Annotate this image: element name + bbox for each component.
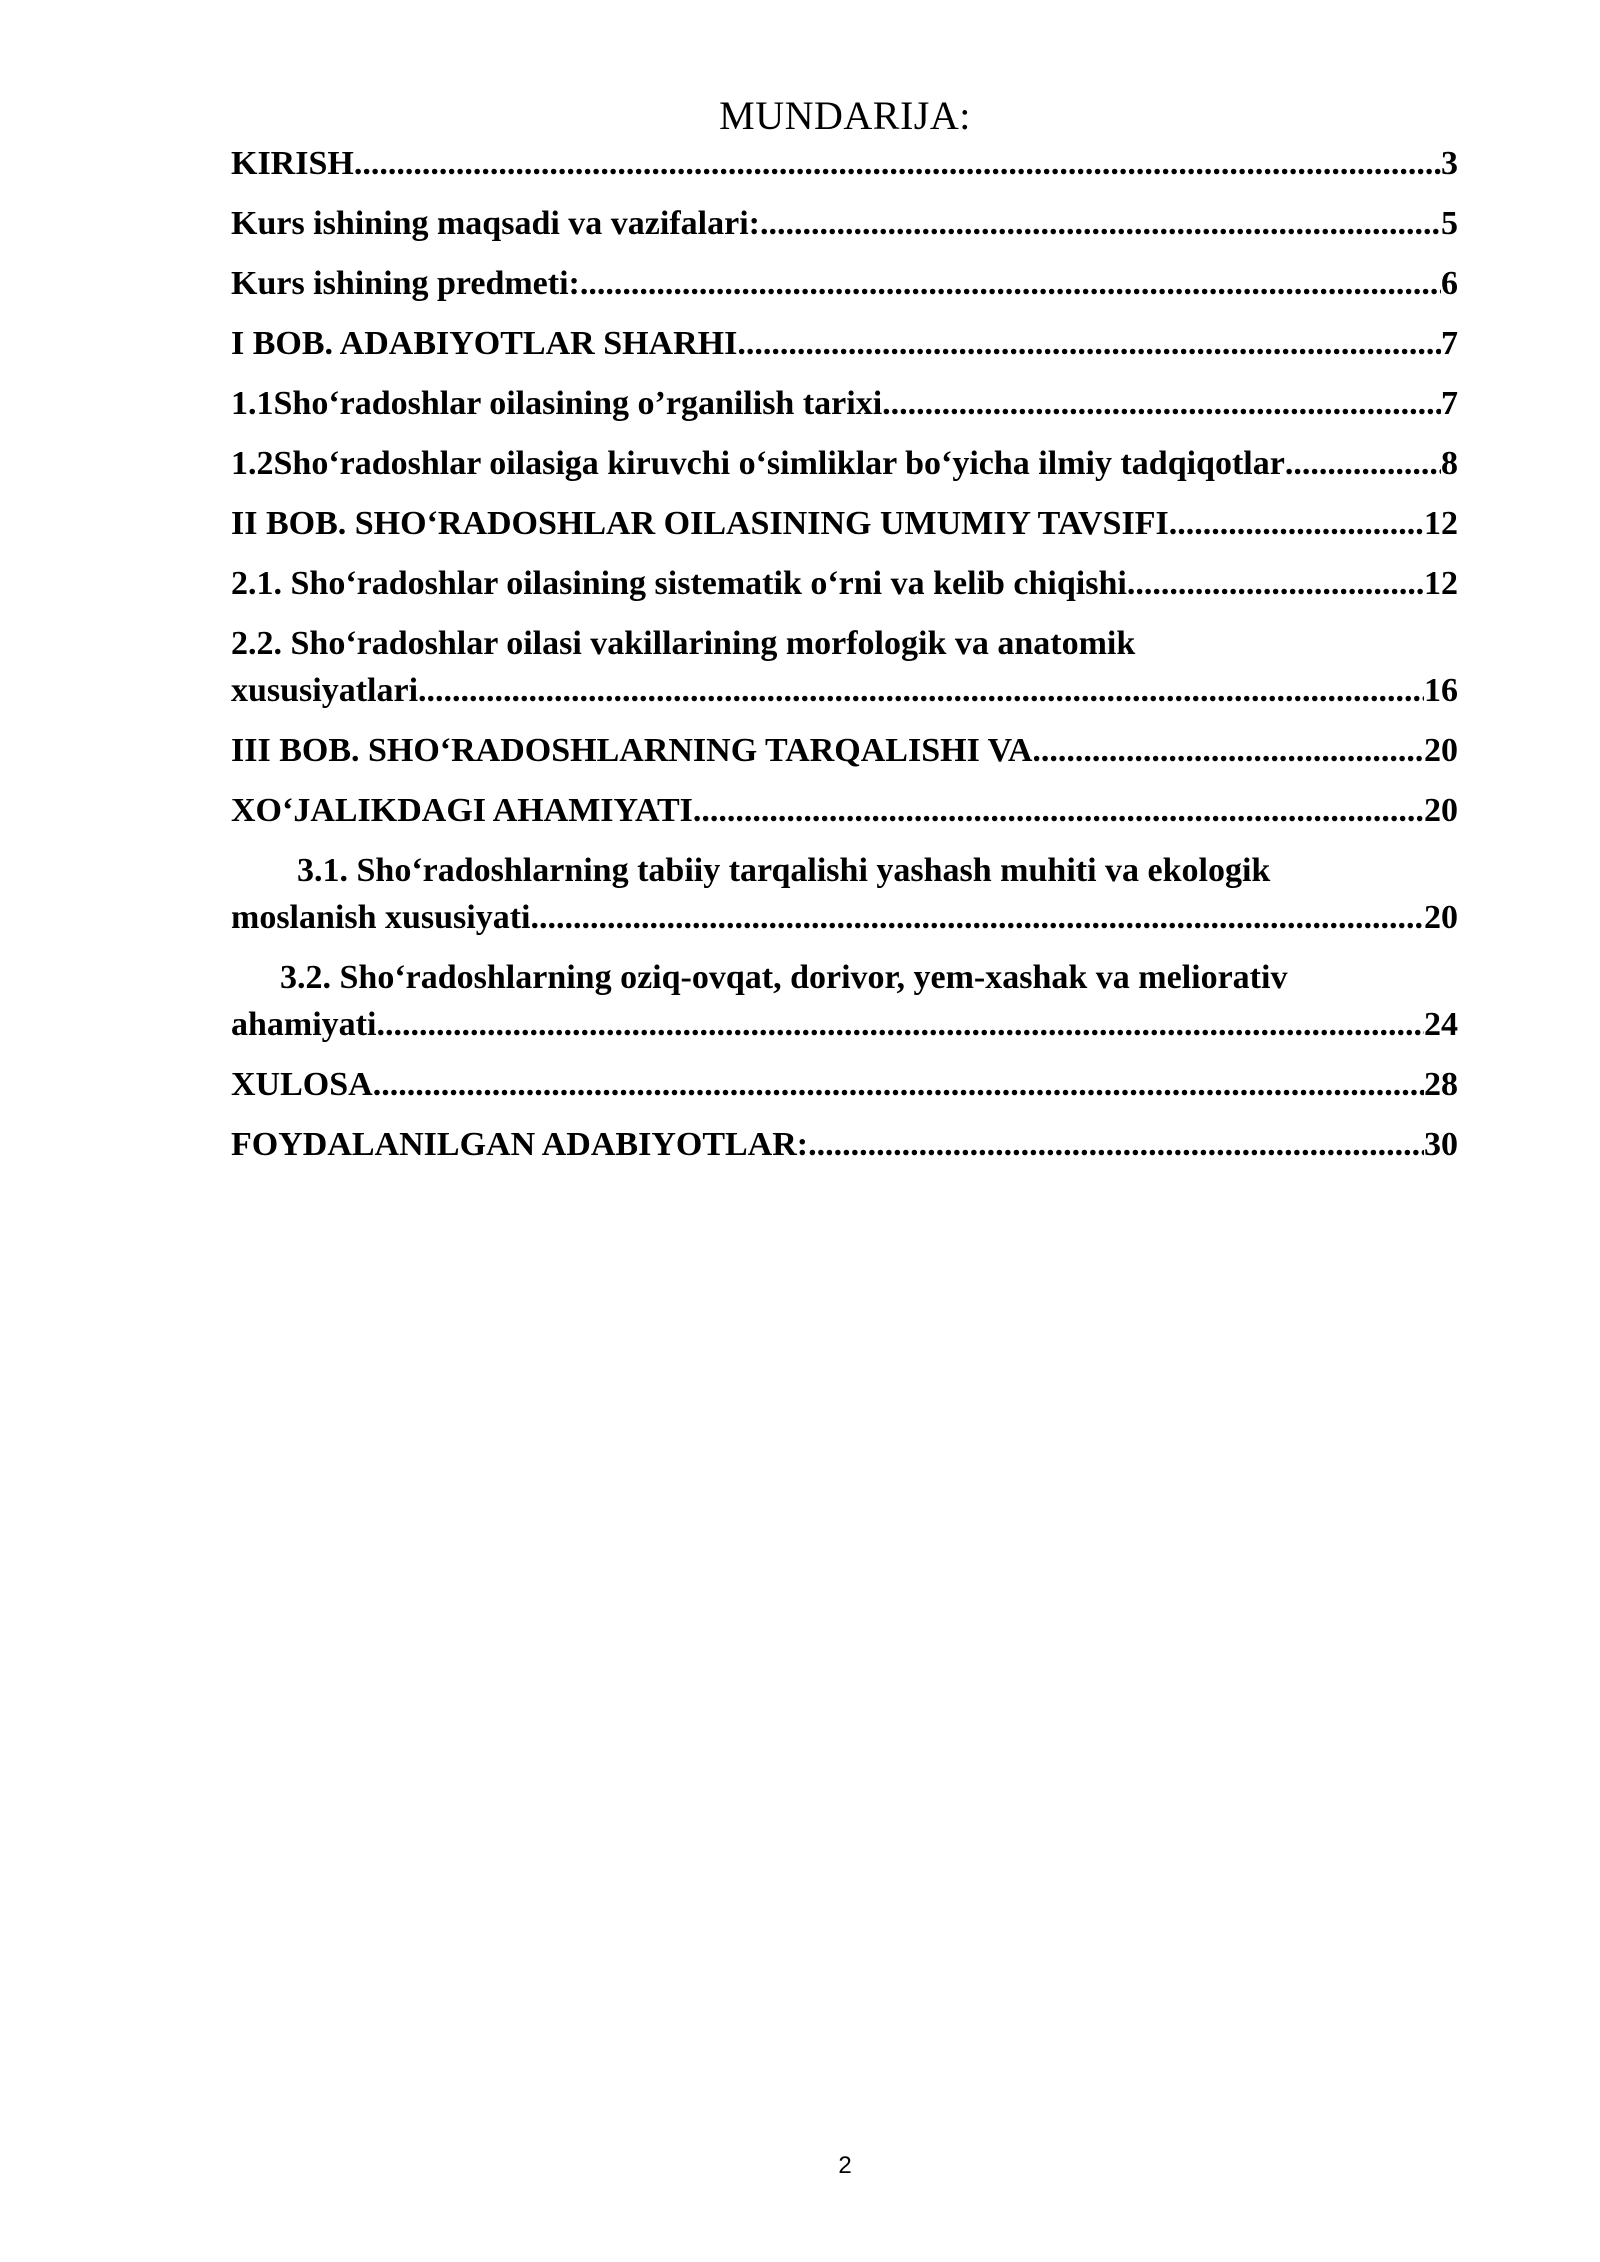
dot-leader [376,1001,1424,1048]
dot-leader [580,260,1441,307]
toc-entry-page: 12 [1424,505,1458,542]
page-number: 2 [838,2152,852,2179]
dot-leader [737,320,1441,367]
toc-entry-text: Kurs ishining predmeti: [231,265,580,302]
toc-entry-text-line2: moslanish xususiyati [231,899,531,936]
toc-entry-page: 16 [1424,672,1458,709]
toc-entry-predmet[interactable] [231,260,1458,307]
toc-entry-kirish[interactable] [231,140,1458,187]
toc-entry-text-line2: ahamiyati [231,1006,377,1043]
toc-entry-section-3-2[interactable] [231,954,1458,1048]
toc-entry-page: 20 [1424,792,1458,829]
dot-leader [531,894,1425,941]
table-of-contents [231,140,1458,1181]
toc-entry-text: FOYDALANILGAN ADABIYOTLAR: [231,1126,809,1163]
toc-entry-page: 28 [1424,1066,1458,1103]
dot-leader [354,140,1441,187]
toc-entry-page: 24 [1424,1006,1458,1043]
toc-entry-maqsad[interactable] [231,200,1458,247]
toc-entry-section-2-1[interactable] [231,560,1458,607]
toc-entry-text: KIRISH [231,145,354,182]
toc-entry-text: XULOSA [231,1066,373,1103]
toc-entry-chapter-2[interactable] [231,500,1458,547]
toc-entry-text: II BOB. SHO‘RADOSHLAR OILASINING UMUMIY TAVSIFI [231,505,1169,542]
toc-entry-text-line1: 3.2. Sho‘radoshlarning oziq-ovqat, dorivor, yem-xashak va meliorativ [280,959,1288,996]
toc-entry-text: III BOB. SHO‘RADOSHLARNING TARQALISHI VA [231,732,1033,769]
dot-leader [808,1121,1424,1168]
toc-entry-text: 1.2Sho‘radoshlar oilasiga kiruvchi o‘simliklar bo‘yicha ilmiy tadqiqotlar [231,445,1285,482]
toc-entry-section-1-2[interactable] [231,440,1458,487]
toc-title: MUNDARIJA: [719,93,971,138]
dot-leader [760,200,1441,247]
toc-entry-section-2-2[interactable] [231,620,1458,714]
dot-leader [693,787,1424,834]
toc-entry-page: 3 [1441,145,1458,182]
toc-entry-section-1-1[interactable] [231,380,1458,427]
toc-entry-text-line2: xususiyatlari [231,672,419,709]
toc-entry-adabiyotlar[interactable] [231,1121,1458,1168]
toc-entry-text: 2.1. Sho‘radoshlar oilasining sistematik o‘rni va kelib chiqishi [231,565,1127,602]
toc-entry-section-3-1[interactable] [231,847,1458,941]
toc-entry-xulosa[interactable] [231,1061,1458,1108]
toc-entry-page: 7 [1441,325,1458,362]
toc-entry-page: 30 [1424,1126,1458,1163]
toc-entry-chapter-3[interactable] [231,727,1458,774]
dot-leader [1169,500,1424,547]
toc-entry-text-line1: 2.2. Sho‘radoshlar oilasi vakillarining morfologik va anatomik [231,625,1136,662]
toc-entry-page: 6 [1441,265,1458,302]
toc-entry-text: Kurs ishining maqsadi va vazifalari: [231,205,760,242]
toc-entry-chapter-3-continued[interactable] [231,787,1458,834]
toc-entry-page: 20 [1424,899,1458,936]
toc-entry-text: 1.1Sho‘radoshlar oilasining o’rganilish tarixi [231,385,883,422]
toc-entry-text-line1: 3.1. Sho‘radoshlarning tabiiy tarqalishi yashash muhiti va ekologik [297,852,1271,889]
dot-leader [418,667,1424,714]
toc-entry-page: 7 [1441,385,1458,422]
toc-entry-page: 12 [1424,565,1458,602]
dot-leader [1127,560,1424,607]
dot-leader [1285,440,1441,487]
toc-entry-text: XO‘JALIKDAGI AHAMIYATI [231,792,693,829]
dot-leader [373,1061,1424,1108]
dot-leader [882,380,1441,427]
toc-entry-page: 8 [1441,445,1458,482]
dot-leader [1032,727,1424,774]
toc-entry-page: 5 [1441,205,1458,242]
toc-entry-text: I BOB. ADABIYOTLAR SHARHI [231,325,738,362]
toc-entry-chapter-1[interactable] [231,320,1458,367]
toc-entry-page: 20 [1424,732,1458,769]
